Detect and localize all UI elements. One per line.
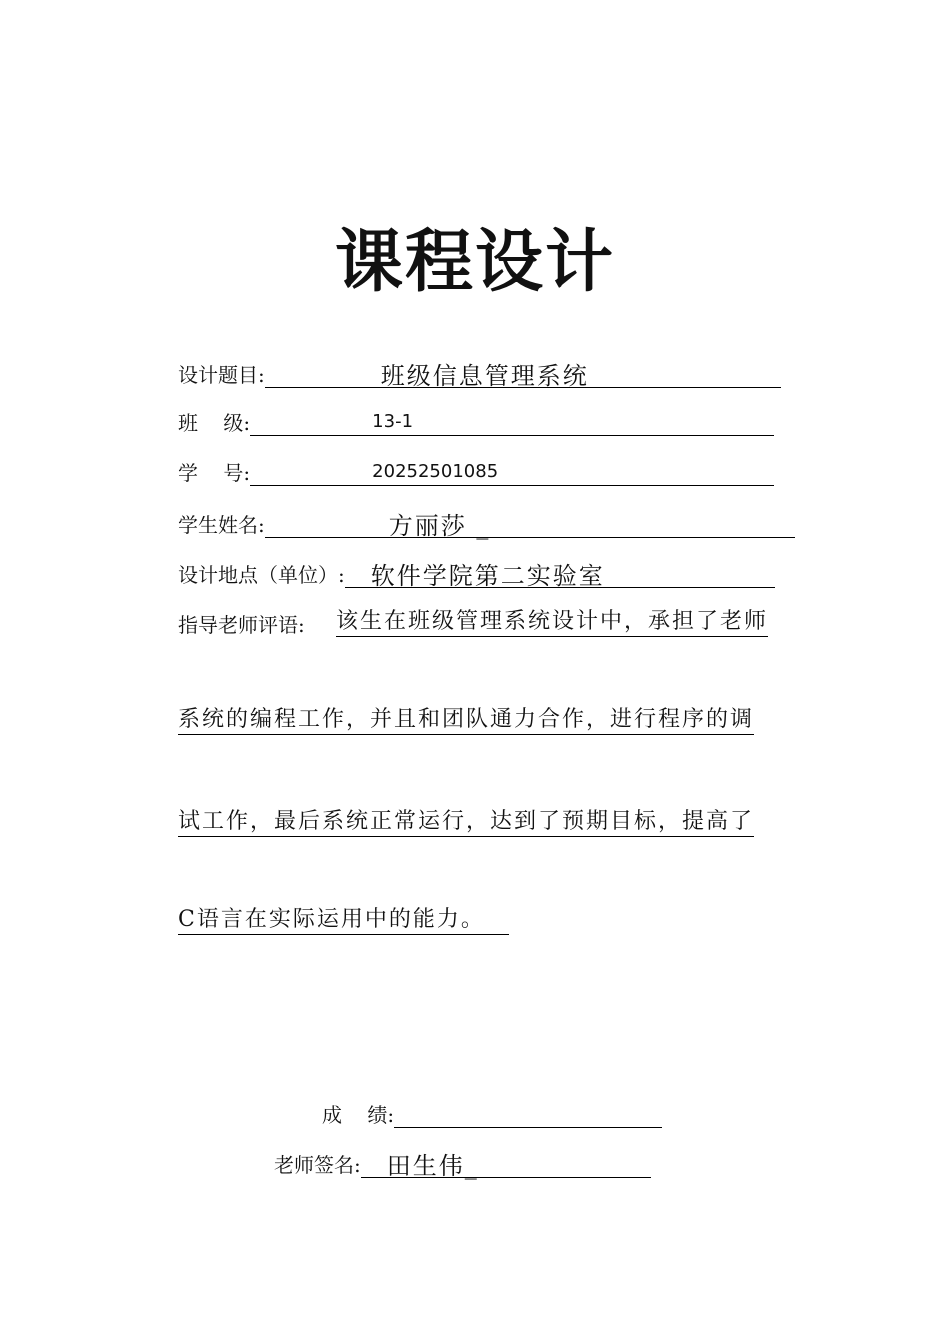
comment-label: 指导老师评语: [178, 613, 305, 637]
grade-label: 成 绩: [322, 1103, 395, 1127]
student-name-label: 学生姓名: [178, 513, 265, 537]
topic-value: 班级信息管理系统 [380, 362, 589, 390]
teacher-signature-label: 老师签名: [274, 1153, 361, 1177]
teacher-signature-row [274, 1146, 651, 1178]
class-field[interactable] [250, 409, 774, 436]
comment-line-4: C语言在实际运用中的能力。 [178, 906, 509, 935]
comment-line-1: 该生在班级管理系统设计中，承担了老师 [336, 608, 768, 637]
comment-row [178, 606, 305, 638]
student-id-field[interactable] [250, 459, 774, 486]
topic-field[interactable] [265, 361, 781, 388]
student-id-value: 20252501085 [372, 461, 499, 482]
location-value: 软件学院第二实验室 [370, 562, 605, 590]
comment-line-3: 试工作，最后系统正常运行，达到了预期目标，提高了 [178, 808, 754, 837]
student-name-value: 方丽莎 _ [388, 512, 491, 540]
class-value: 13-1 [372, 411, 414, 432]
class-label: 班 级: [178, 411, 251, 435]
location-row [178, 556, 775, 588]
teacher-signature-field[interactable] [361, 1151, 651, 1178]
student-name-row [178, 506, 795, 538]
student-id-label: 学 号: [178, 461, 251, 485]
comment-line-2: 系统的编程工作，并且和团队通力合作，进行程序的调 [178, 706, 754, 735]
page-title: 课程设计 [334, 223, 615, 302]
grade-row [322, 1096, 662, 1128]
student-id-row [178, 454, 774, 486]
topic-row [178, 356, 781, 388]
location-label: 设计地点（单位）: [178, 563, 345, 587]
grade-field[interactable] [394, 1101, 662, 1128]
teacher-signature-value: 田生伟_ [386, 1152, 479, 1180]
topic-label: 设计题目: [178, 363, 265, 387]
student-name-field[interactable] [265, 511, 795, 538]
location-field[interactable] [345, 561, 775, 588]
class-row [178, 404, 774, 436]
